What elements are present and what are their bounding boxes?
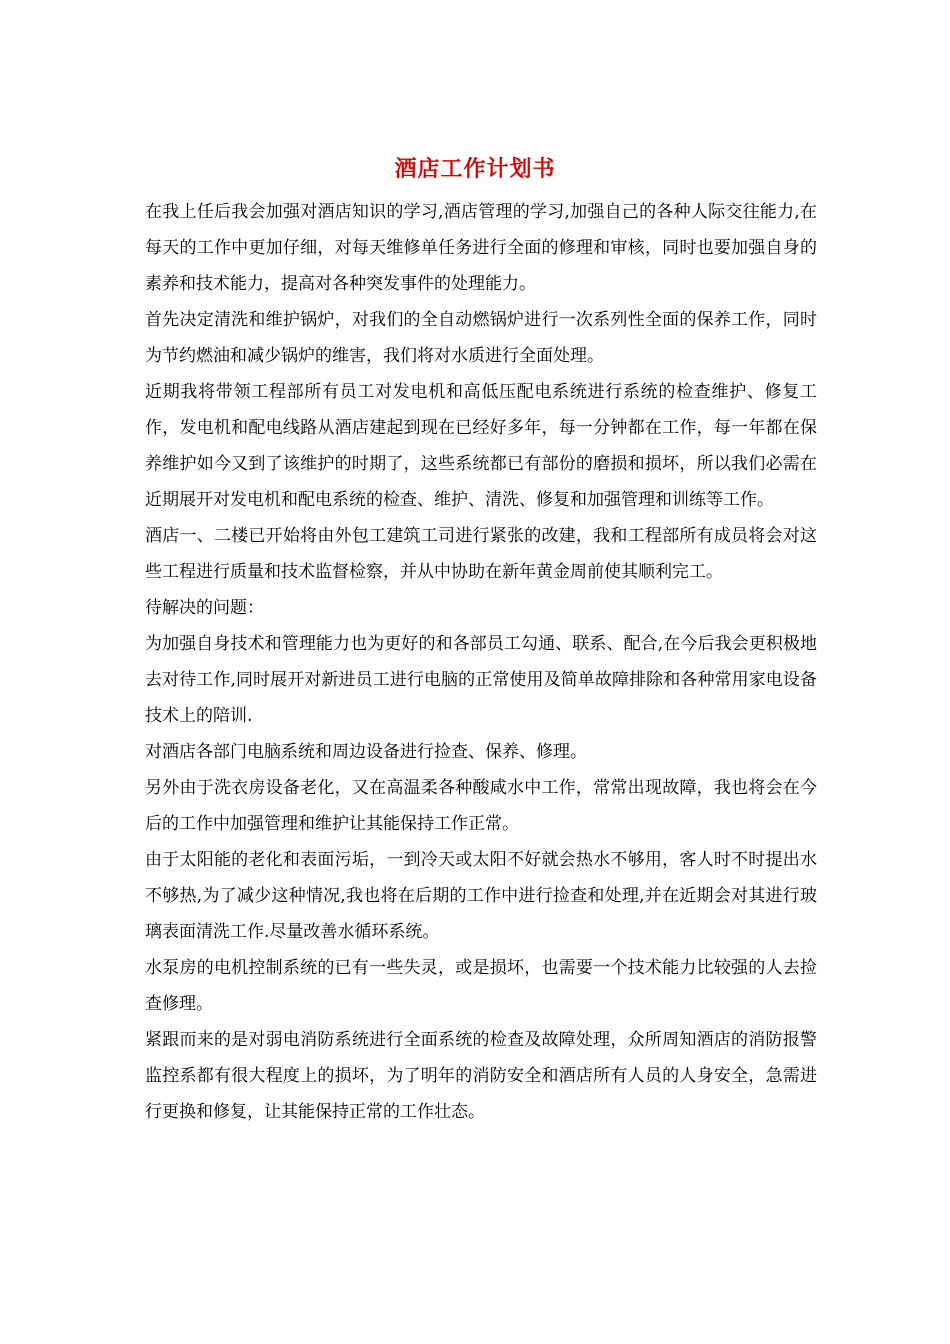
section-heading: 待解决的问题： (145, 598, 264, 618)
paragraph: 紧跟而来的是对弱电消防系统进行全面系统的检查及故障处理，众所周知酒店的消防报警监控系都有很大程度上的损坏，为了明年的消防安全和酒店所有人员的人身安全，急需进行更换和修复，让其能保持正常的工作壮态。 (145, 1030, 817, 1122)
paragraph: 由于太阳能的老化和表面污垢，一到冷天或太阳不好就会热水不够用，客人时不时提出水不够热,为了减少这种情况,我也将在后期的工作中进行捡查和处理,并在近期会对其进行玻璃表面清洗工作.尽量改善水循环系统。 (145, 850, 817, 942)
document-body (145, 194, 817, 1130)
paragraph: 近期我将带领工程部所有员工对发电机和高低压配电系统进行系统的检查维护、修复工作，发电机和配电线路从酒店建起到现在已经好多年，每一分钟都在工作，每一年都在保养维护如今又到了该维护的时期了，这些系统都已有部份的磨损和损坏，所以我们必需在近期展开对发电机和配电系统的检查、维护、清洗、修复和加强管理和训练等工作。 (145, 382, 817, 510)
paragraph: 在我上任后我会加强对酒店知识的学习,酒店管理的学习,加强自己的各种人际交往能力,在每天的工作中更加仔细，对每天维修单任务进行全面的修理和审核，同时也要加强自身的素养和技术能力，提高对各种突发事件的处理能力。 (145, 202, 817, 294)
paragraph: 为加强自身技术和管理能力也为更好的和各部员工勾通、联系、配合,在今后我会更积极地去对待工作,同时展开对新进员工进行电脑的正常使用及简单故障排除和各种常用家电设备技术上的陪训. (145, 634, 817, 726)
document-title: 酒店工作计划书 (394, 156, 556, 182)
paragraph: 酒店一、二楼已开始将由外包工建筑工司进行紧张的改建，我和工程部所有成员将会对这些工程进行质量和技术监督检察，并从中协助在新年黄金周前使其顺利完工。 (145, 526, 817, 582)
paragraph: 对酒店各部门电脑系统和周边设备进行捡查、保养、修理。 (145, 742, 587, 762)
paragraph: 水泵房的电机控制系统的已有一些失灵，或是损坏，也需要一个技术能力比较强的人去捡查修理。 (145, 958, 817, 1014)
paragraph: 另外由于洗衣房设备老化，又在高温柔各种酸咸水中工作，常常出现故障，我也将会在今后的工作中加强管理和维护让其能保持工作正常。 (145, 778, 817, 834)
paragraph: 首先决定清洗和维护锅炉，对我们的全自动燃锅炉进行一次系列性全面的保养工作，同时为节约燃油和减少锅炉的维害，我们将对水质进行全面处理。 (145, 310, 817, 366)
